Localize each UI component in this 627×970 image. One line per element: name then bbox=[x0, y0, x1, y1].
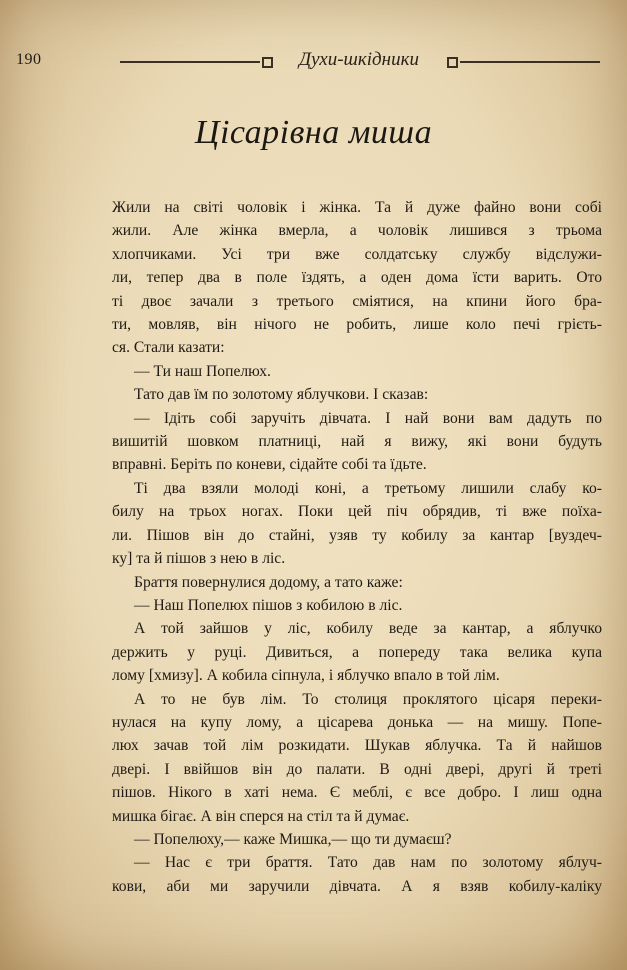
text-line: держить у руці. Дивиться, а попереду така велика купа bbox=[112, 643, 602, 661]
text-line: Браття повернулися додому, а тато каже: bbox=[134, 573, 403, 591]
text-line: Тато дав їм по золотому яблучкови. І сказав: bbox=[134, 386, 429, 404]
chapter-title: Цісарівна миша bbox=[194, 114, 433, 151]
header-ornament-right bbox=[447, 57, 458, 68]
text-line: пішов. Нікого в хаті нема. Є меблі, є все добро. І лиш одна bbox=[112, 784, 602, 802]
text-line: Ті два взяли молоді коні, а третьому лишили слабу ко- bbox=[134, 479, 602, 497]
text-line: люх зачав той лім розкидати. Шукав яблучка. Та й найшов bbox=[112, 737, 602, 755]
text-line: А той зайшов у ліс, кобилу веде за кантар, а яблучко bbox=[134, 620, 602, 638]
text-line: ті двоє зачали з третього сміятися, на кпини його бра- bbox=[112, 292, 602, 310]
text-line: ти, мовляв, він нічого не робить, лише коло печі грієть- bbox=[112, 316, 602, 334]
text-line: ли. Пішов він до стайні, узяв ту кобилу за кантар [вуздеч- bbox=[112, 526, 602, 544]
text-line: ку] та й пішов з нею в ліс. bbox=[112, 550, 286, 568]
text-line: вишитій шовком платниці, най я вижу, які вони будуть bbox=[112, 433, 602, 451]
text-line: лому [хмизу]. А кобила сіпнула, і яблучко впало в той лім. bbox=[112, 667, 500, 685]
text-line: — Ідіть собі заручіть дівчата. І най вони вам дадуть по bbox=[134, 409, 602, 427]
text-line: — Нас є три браття. Тато дав нам по золотому яблуч- bbox=[134, 854, 602, 872]
text-line: жили. Але жінка вмерла, а чоловік лишився з трьома bbox=[112, 222, 602, 240]
text-line: двері. І ввійшов він до палати. В одні двері, другі й треті bbox=[112, 760, 602, 778]
text-line: Жили на світі чоловік і жінка. Та й дуже файно вони собі bbox=[112, 199, 602, 216]
text-line: — Попелюху,— каже Мишка,— що ти думаєш? bbox=[134, 830, 452, 848]
text-line: хлопчиками. Усі три вже солдатську службу відслужи- bbox=[112, 245, 602, 263]
text-line: — Ти наш Попелюх. bbox=[134, 362, 271, 380]
text-line: кови, аби ми заручили дівчата. А я взяв кобилу-каліку bbox=[112, 877, 602, 895]
text-line: ся. Стали казати: bbox=[112, 339, 225, 357]
text-line: мишка бігає. А він сперся на стіл та й думає. bbox=[112, 807, 410, 825]
page-number: 190 bbox=[16, 51, 42, 68]
text-line: ли, тепер два в поле їздять, а оден дома їсти варить. Ото bbox=[112, 269, 602, 287]
text-line: нулася на купу лому, а цісарева донька — на мишу. Попе- bbox=[112, 713, 602, 731]
text-line: А то не був лім. То столиця проклятого цісаря переки- bbox=[134, 690, 602, 708]
header-ornament-left bbox=[262, 57, 273, 68]
text-line: — Наш Попелюх пішов з кобилою в ліс. bbox=[134, 596, 403, 614]
running-header-title: Духи-шкідники bbox=[299, 49, 419, 70]
running-header bbox=[0, 48, 627, 72]
text-line: билу на трьох ногах. Поки цей піч обрядив, ті вже поїха- bbox=[112, 503, 602, 521]
body-text bbox=[112, 196, 602, 898]
text-line: вправні. Беріть по коневи, сідайте собі та їдьте. bbox=[112, 456, 427, 474]
header-rule-right bbox=[460, 61, 600, 63]
header-rule-left bbox=[120, 61, 260, 63]
